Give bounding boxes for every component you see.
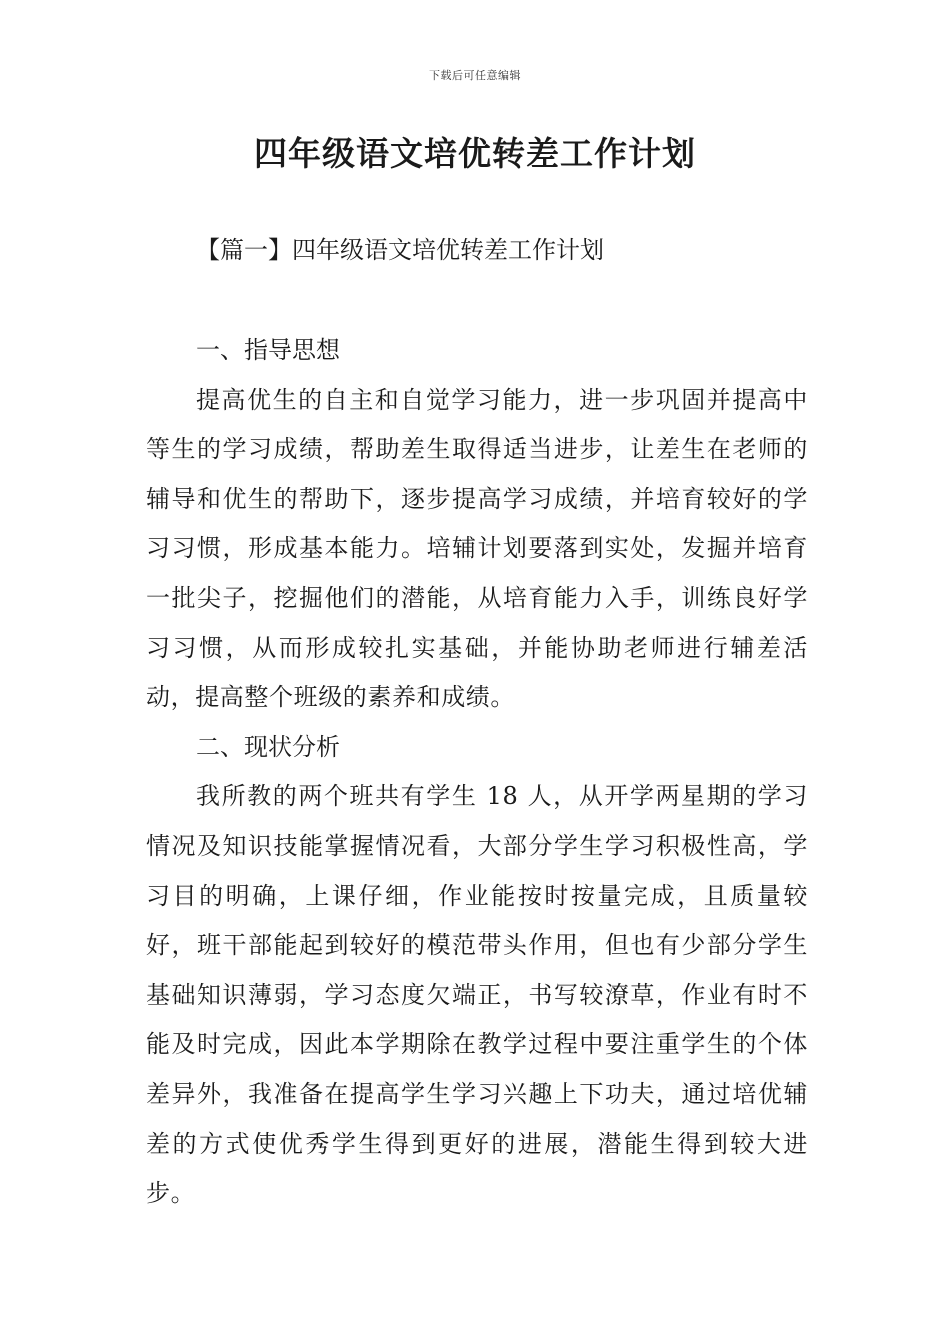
section-heading-current-status: 二、现状分析	[196, 732, 340, 761]
document-body	[146, 326, 808, 1219]
paragraph-current-status: 我所教的两个班共有学生 18 人，从开学两星期的学习情况及知识技能掌握情况看，大部分学生学习积极性高，学习目的明确，上课仔细，作业能按时按量完成，且质量较好，班干部能起到较好的模范带头作用，但也有少部分学生基础知识薄弱，学习态度欠端正，书写较潦草，作业有时不能及时完成，因此本学期除在教学过程中要注重学生的个体差异外，我准备在提高学生学习兴趣上下功夫，通过培优辅差的方式使优秀学生得到更好的进展，潜能生得到较大进步。	[146, 782, 808, 1208]
paragraph-guiding-ideology: 提高优生的自主和自觉学习能力，进一步巩固并提高中等生的学习成绩，帮助差生取得适当进步，让差生在老师的辅导和优生的帮助下，逐步提高学习成绩，并培育较好的学习习惯，形成基本能力。培辅计划要落到实处，发掘并培育一批尖子，挖掘他们的潜能，从培育能力入手，训练良好学习习惯，从而形成较扎实基础，并能协助老师进行辅差活动，提高整个班级的素养和成绩。	[146, 385, 808, 712]
section-heading-guiding-ideology: 一、指导思想	[196, 336, 340, 364]
header-note: 下载后可任意编辑	[429, 69, 521, 82]
document-title: 四年级语文培优转差工作计划	[254, 134, 696, 173]
section-subtitle: 【篇一】四年级语文培优转差工作计划	[196, 236, 604, 264]
